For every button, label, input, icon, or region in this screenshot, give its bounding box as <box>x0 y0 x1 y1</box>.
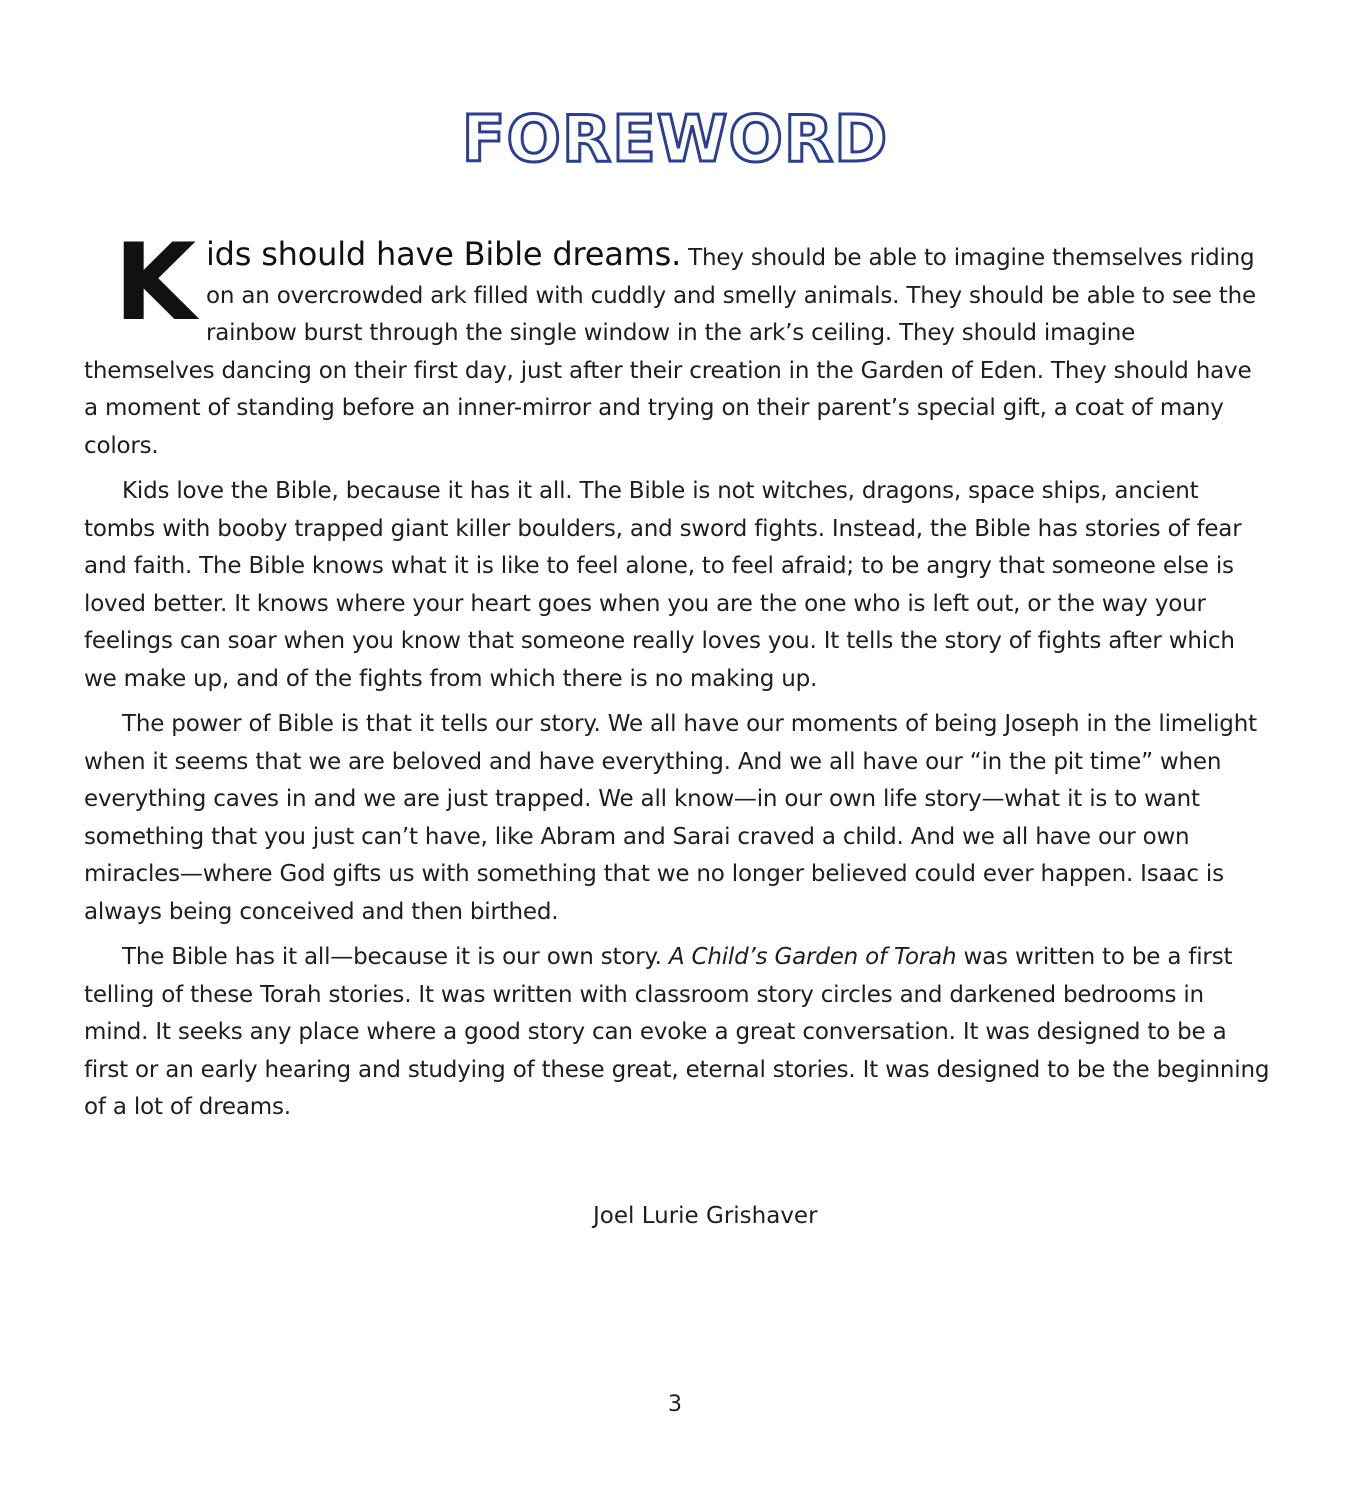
drop-cap: K <box>114 221 196 344</box>
page-number: 3 <box>668 1392 682 1417</box>
lead-sentence: ids should have Bible dreams. <box>205 235 682 273</box>
paragraph-4-text-after: was written to be a first telling of these Torah stories. It was written with classroom story circles and darkened bedrooms in mind. It seeks any place where a good story can evoke a great conversation. It was designed to be a first or an early hearing and studying of these great, eternal stories. It was designed to be the beginning of a lot of dreams. <box>84 944 1270 1120</box>
paragraph-4-text-before: The Bible has it all—because it is our own story. <box>122 944 669 970</box>
paragraph-4 <box>84 939 1270 1127</box>
page-title: FOREWORD <box>461 103 889 177</box>
paragraph-3: The power of Bible is that it tells our story. We all have our moments of being Joseph in the limelight when it seems that we are beloved and have everything. And we all have our “in the pit time” when everything caves in and we are just trapped. We all know—in our own life story—what it is to want something that you just can’t have, like Abram and Sarai craved a child. And we all have our own miracles—where God gifts us with something that we no longer believed could ever happen. Isaac is always being conceived and then birthed. <box>84 711 1257 925</box>
paragraph-2: Kids love the Bible, because it has it all. The Bible is not witches, dragons, space ships, ancient tombs with booby trapped giant killer boulders, and sword fights. Instead, the Bible has stories of fear and faith. The Bible knows what it is like to feel alone, to feel afraid; to be angry that someone else is loved better. It knows where your heart goes when you are the one who is left out, or the way your feelings can soar when you know that someone really loves you. It tells the story of fights after which we make up, and of the fights from which there is no making up. <box>84 478 1242 692</box>
paragraph-1-text: They should be able to imagine themselves riding on an overcrowded ark filled with cuddly and smelly animals. They should be able to see the rainbow burst through the single window in the ark’s ceiling. They should imagine themselves dancing on their first day, just after their creation in the Garden of Eden. They should have a moment of standing before an inner-mirror and trying on their parent’s special gift, a coat of many colors. <box>84 245 1256 459</box>
foreword-body <box>84 221 1270 1135</box>
author-signature: Joel Lurie Grishaver <box>593 1203 818 1229</box>
paragraph-1 <box>84 221 1270 465</box>
book-title: A Child’s Garden of Torah <box>668 944 957 970</box>
